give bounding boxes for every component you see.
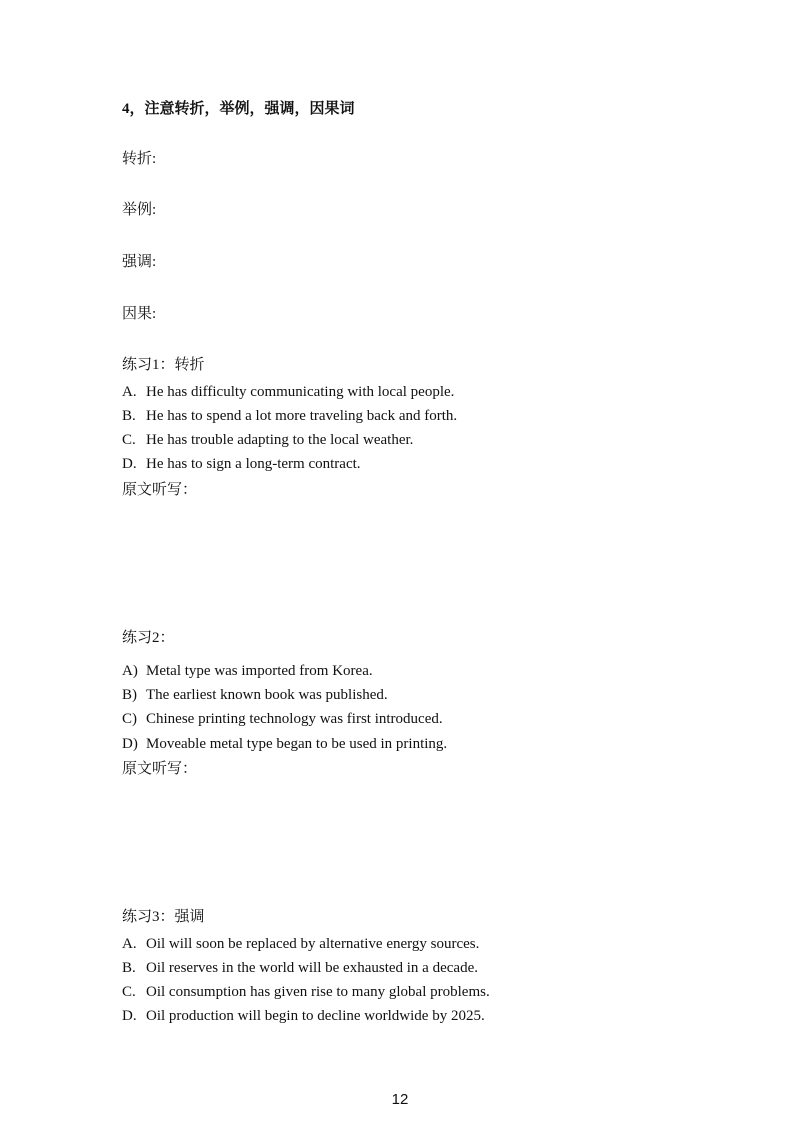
- exercise-3-title: 练习3：强调: [122, 909, 205, 925]
- option-text: He has difficulty communicating with local people.: [146, 384, 455, 400]
- exercise-2-dictation-label: 原文听写：: [122, 761, 198, 777]
- exercise-2-option-a: [122, 661, 373, 681]
- option-letter: A.: [122, 384, 137, 400]
- label-turn: 转折:: [122, 151, 157, 167]
- option-letter: D.: [122, 1008, 137, 1024]
- exercise-3-option-a: [122, 934, 479, 954]
- option-letter: B.: [122, 408, 136, 424]
- exercise-3-option-b: [122, 958, 478, 978]
- exercise-3-option-d: [122, 1006, 485, 1026]
- option-letter: B.: [122, 960, 136, 976]
- label-cause: 因果:: [122, 306, 157, 322]
- exercise-2-option-c: [122, 709, 443, 729]
- exercise-2-option-d: [122, 734, 447, 754]
- option-letter: C.: [122, 984, 136, 1000]
- option-text: Oil production will begin to decline worldwide by 2025.: [146, 1008, 485, 1024]
- page-number: 12: [391, 1091, 409, 1108]
- label-example: 举例:: [122, 202, 157, 218]
- option-text: Chinese printing technology was first introduced.: [146, 711, 443, 727]
- option-letter: C.: [122, 432, 136, 448]
- section-heading: 4，注意转折，举例，强调，因果词: [122, 101, 355, 117]
- exercise-1-option-d: [122, 454, 361, 474]
- option-text: Oil consumption has given rise to many global problems.: [146, 984, 490, 1000]
- exercise-1-option-c: [122, 430, 413, 450]
- exercise-2-title: 练习2：: [122, 630, 175, 646]
- exercise-1-option-a: [122, 382, 454, 402]
- option-letter: A): [122, 663, 138, 679]
- exercise-3-option-c: [122, 982, 490, 1002]
- option-text: Oil reserves in the world will be exhausted in a decade.: [146, 960, 478, 976]
- option-letter: A.: [122, 936, 137, 952]
- option-letter: B): [122, 687, 137, 703]
- option-text: The earliest known book was published.: [146, 687, 388, 703]
- exercise-1-option-b: [122, 406, 457, 426]
- exercise-2-option-b: [122, 685, 388, 705]
- option-text: He has to sign a long-term contract.: [146, 456, 361, 472]
- option-text: Metal type was imported from Korea.: [146, 663, 373, 679]
- option-text: He has trouble adapting to the local weather.: [146, 432, 414, 448]
- option-letter: C): [122, 711, 137, 727]
- label-emphasis: 强调:: [122, 254, 157, 270]
- option-text: Moveable metal type began to be used in printing.: [146, 736, 448, 752]
- exercise-1-dictation-label: 原文听写：: [122, 482, 198, 498]
- option-letter: D): [122, 736, 138, 752]
- option-text: Oil will soon be replaced by alternative energy sources.: [146, 936, 480, 952]
- option-letter: D.: [122, 456, 137, 472]
- option-text: He has to spend a lot more traveling back and forth.: [146, 408, 458, 424]
- exercise-1-title: 练习1：转折: [122, 357, 205, 373]
